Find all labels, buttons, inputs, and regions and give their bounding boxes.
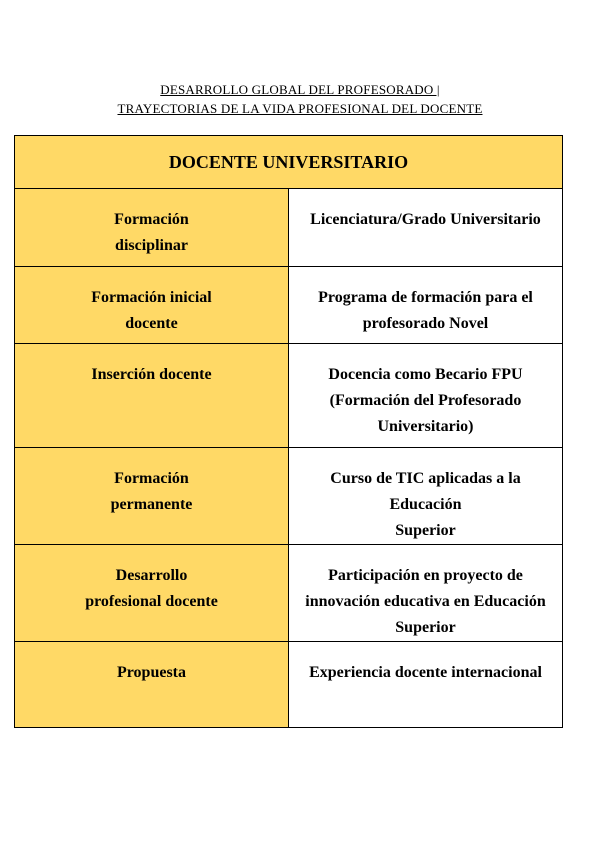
table-row (15, 267, 563, 344)
stage-cell (15, 267, 289, 344)
stage-label: Formación permanente (110, 470, 193, 513)
detail-text: Docencia como Becario FPU (Formación del Profesorado Universitario) (328, 366, 523, 435)
stage-label: Formación inicial docente (91, 289, 212, 332)
stage-cell (15, 344, 289, 448)
detail-text: Licenciatura/Grado Universitario (310, 211, 541, 228)
detail-text: Programa de formación para el profesorado Novel (318, 289, 533, 332)
stage-cell (15, 448, 289, 545)
detail-cell (289, 344, 563, 448)
stage-label: Formación disciplinar (114, 211, 189, 254)
table-title-row (15, 136, 563, 189)
table-row (15, 642, 563, 728)
stage-cell (15, 545, 289, 642)
detail-cell (289, 448, 563, 545)
stage-label: Propuesta (116, 664, 187, 681)
heading-line-2: TRAYECTORIAS DE LA VIDA PROFESIONAL DEL DOCENTE (117, 101, 483, 116)
detail-text: Participación en proyecto de innovación educativa en Educación Superior (305, 567, 546, 636)
table-title: DOCENTE UNIVERSITARIO (15, 136, 563, 189)
trajectory-table (14, 135, 563, 728)
heading-line-1: DESARROLLO GLOBAL DEL PROFESORADO | (160, 82, 440, 97)
stage-cell (15, 642, 289, 728)
detail-cell (289, 267, 563, 344)
stage-label: Desarrollo profesional docente (85, 567, 218, 610)
detail-text: Experiencia docente internacional (309, 664, 542, 681)
document-heading (0, 80, 600, 118)
detail-text: Curso de TIC aplicadas a la Educación Superior (330, 470, 521, 539)
table-row (15, 448, 563, 545)
detail-cell (289, 189, 563, 267)
table-row (15, 189, 563, 267)
table-row (15, 344, 563, 448)
stage-label: Inserción docente (91, 366, 212, 383)
detail-cell (289, 545, 563, 642)
detail-cell (289, 642, 563, 728)
table-row (15, 545, 563, 642)
stage-cell (15, 189, 289, 267)
